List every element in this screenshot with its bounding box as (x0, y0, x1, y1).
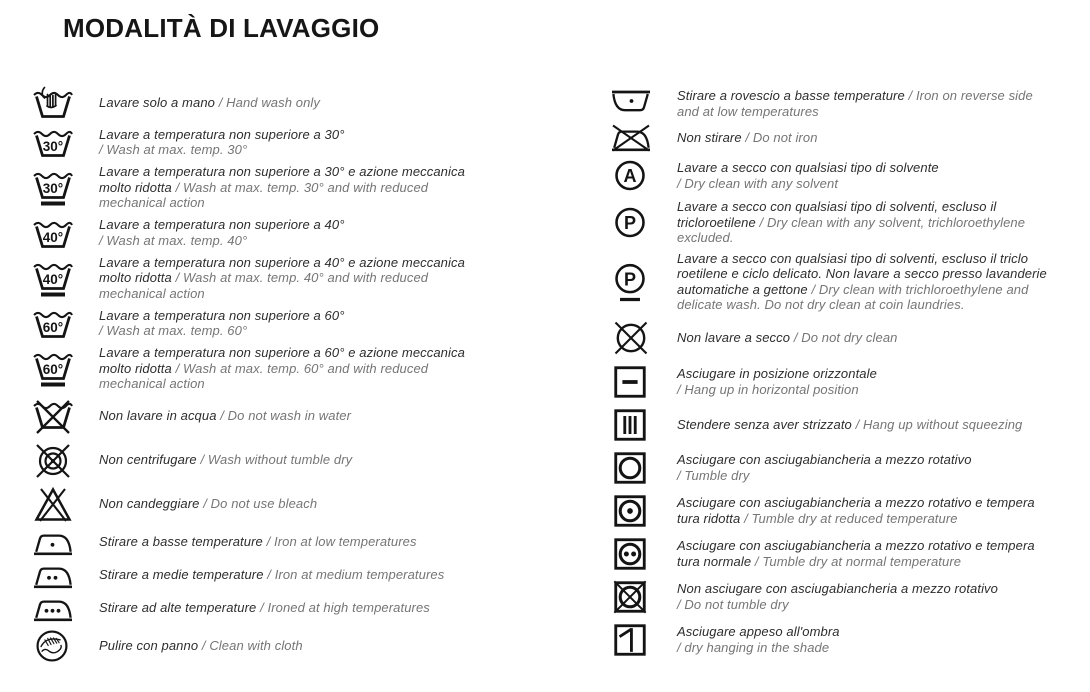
care-label (99, 217, 345, 248)
care-label (99, 452, 352, 468)
care-label (99, 567, 444, 583)
tumble-dry-icon (611, 449, 655, 487)
svg-text:P: P (623, 212, 637, 233)
label-italian: Non centrifugare (99, 451, 197, 467)
care-label (99, 534, 417, 550)
wash-30-reduced-icon (33, 167, 77, 207)
tumble-dry-reduced-icon (611, 492, 655, 530)
care-label (677, 160, 939, 191)
do-not-spin-icon (33, 440, 77, 480)
svg-text:A: A (623, 166, 637, 187)
care-row (33, 561, 491, 589)
care-label (677, 330, 898, 346)
label-english: / Ironed at high temperatures (260, 599, 430, 615)
do-not-bleach-icon (33, 485, 77, 523)
clean-with-cloth-icon (33, 627, 77, 665)
care-label (677, 130, 818, 146)
do-not-iron-icon (611, 124, 655, 152)
iron-low-temp-icon (33, 528, 77, 556)
label-italian: Lavare a temperatura non superiore a 30° (99, 126, 345, 142)
iron-reverse-low-temp-icon (611, 90, 655, 118)
label-italian: Lavare a secco con qualsiasi tipo di solvente (677, 160, 939, 175)
care-row (33, 216, 491, 250)
care-label (677, 581, 998, 612)
label-english: / Wash at max. temp. 60° (99, 323, 248, 338)
svg-text:30°: 30° (42, 139, 64, 154)
label-english: / Hand wash only (218, 95, 321, 111)
care-row (33, 164, 491, 211)
dry-in-shade-icon (611, 621, 655, 659)
care-label (99, 345, 491, 392)
wash-60-reduced-icon (33, 348, 77, 388)
care-label (99, 164, 491, 211)
care-row (611, 406, 1057, 444)
care-row (33, 306, 491, 340)
label-english: / Iron on reverse side and at low temperatures (677, 88, 1033, 119)
label-english: / Do not iron (745, 130, 818, 146)
label-italian: Lavare a temperatura non superiore a 40° (99, 217, 345, 232)
label-english: / Wash at max. temp. 40° and with reduced mechanical action (99, 270, 429, 301)
dry-clean-any-solvent-icon (611, 157, 655, 194)
care-label (677, 88, 1057, 119)
label-italian: Stirare a rovescio a basse temperature (677, 88, 905, 103)
care-label (99, 95, 320, 111)
label-english: / Wash at max. temp. 30° and with reduced mechanical action (99, 179, 429, 210)
care-row (611, 318, 1057, 358)
label-english: / Wash at max. temp. 60° and with reduced mechanical action (99, 360, 429, 391)
care-row (611, 578, 1057, 616)
care-row (33, 397, 491, 435)
label-english: / Tumble dry at normal temperature (754, 553, 962, 569)
svg-text:30°: 30° (42, 181, 64, 197)
care-row (33, 594, 491, 622)
label-italian: Pulire con panno (99, 637, 199, 653)
tumble-dry-normal-icon (611, 535, 655, 573)
care-column-left (33, 86, 491, 665)
care-row (611, 363, 1057, 401)
care-label (99, 308, 345, 339)
wash-30-icon (33, 125, 77, 159)
label-english: / Hang up in horizontal position (677, 381, 859, 397)
do-not-wash-icon (33, 397, 77, 435)
care-row (611, 157, 1057, 194)
dry-horizontal-icon (611, 363, 655, 401)
label-italian: Asciugare appeso all'ombra (677, 624, 840, 639)
care-label (677, 417, 1022, 433)
care-row (33, 125, 491, 159)
care-row (33, 627, 491, 665)
iron-medium-temp-icon (33, 561, 77, 589)
care-row (33, 528, 491, 556)
page-title: MODALITÀ DI LAVAGGIO (63, 13, 380, 43)
care-row (611, 124, 1057, 152)
label-english: / Iron at medium temperatures (267, 566, 445, 582)
label-english: / Do not wash in water (220, 407, 352, 423)
label-english: / Wash without tumble dry (200, 451, 353, 467)
label-italian: Stirare a medie temperature (99, 566, 264, 582)
care-row (611, 621, 1057, 659)
iron-high-temp-icon (33, 594, 77, 622)
care-label (677, 452, 972, 483)
label-italian: Non candeggiare (99, 495, 200, 511)
label-italian: Stirare a basse temperature (99, 533, 263, 549)
svg-text:P: P (623, 269, 637, 290)
wash-40-reduced-icon (33, 258, 77, 298)
care-label (99, 496, 317, 512)
hand-wash-icon (33, 86, 77, 120)
care-label (677, 495, 1057, 526)
label-italian: Lavare a secco con qualsiasi tipo di solventi, escluso il triclo roetilene e ciclo delicato. Non lavare a secco presso lavanderie automatiche a gettone (677, 250, 1047, 297)
label-italian: Lavare a temperatura non superiore a 30° e azione meccanica molto ridotta (99, 164, 465, 195)
care-label (677, 199, 1057, 246)
label-italian: Lavare a temperatura non superiore a 60° e azione meccanica molto ridotta (99, 345, 465, 376)
label-italian: Stirare ad alte temperature (99, 599, 257, 615)
svg-text:60°: 60° (42, 362, 64, 378)
label-english: / Dry clean with trichloroethylene and delicate wash. Do not dry clean at coin laundries. (677, 281, 1029, 312)
label-english: / Wash at max. temp. 40° (99, 232, 248, 248)
label-italian: Lavare solo a mano (99, 95, 215, 111)
label-english: / Iron at low temperatures (266, 533, 417, 549)
care-row (611, 492, 1057, 530)
do-not-dry-clean-icon (611, 318, 655, 358)
label-italian: Non lavare in acqua (99, 407, 217, 423)
label-english: / Do not dry clean (793, 329, 898, 345)
dry-clean-delicate-icon (611, 260, 655, 303)
label-italian: Lavare a secco con qualsiasi tipo di solventi, escluso il tricloroetilene (677, 199, 997, 230)
svg-text:40°: 40° (42, 229, 64, 245)
label-english: / Tumble dry at reduced temperature (744, 510, 958, 526)
label-italian: Non stirare (677, 130, 742, 146)
care-row (33, 485, 491, 523)
care-label (99, 127, 345, 158)
label-italian: Stendere senza aver strizzato (677, 416, 852, 432)
care-row (33, 86, 491, 120)
label-italian: Non asciugare con asciugabiancheria a mezzo rotativo (677, 581, 998, 596)
care-label (677, 251, 1057, 313)
label-italian: Non lavare a secco (677, 329, 791, 345)
dry-clean-no-trichloroethylene-icon (611, 204, 655, 241)
care-row (33, 345, 491, 392)
label-english: / Clean with cloth (201, 637, 303, 653)
label-english: / Tumble dry (677, 467, 750, 483)
label-english: / Hang up without squeezing (855, 416, 1023, 432)
label-english: / Dry clean with any solvent, trichloroethylene excluded. (677, 214, 1026, 245)
do-not-tumble-dry-icon (611, 578, 655, 616)
label-italian: Lavare a temperatura non superiore a 60° (99, 307, 345, 323)
label-english: / Do not tumble dry (677, 596, 789, 612)
hang-without-squeezing-icon (611, 406, 655, 444)
wash-40-icon (33, 216, 77, 250)
label-italian: Asciugare in posizione orizzontale (677, 366, 877, 381)
svg-text:60°: 60° (42, 320, 64, 335)
care-row (611, 535, 1057, 573)
care-label (677, 624, 840, 655)
care-row (611, 449, 1057, 487)
care-row (33, 440, 491, 480)
care-row (611, 199, 1057, 246)
care-row (611, 88, 1057, 119)
svg-text:40°: 40° (42, 271, 64, 287)
label-italian: Asciugare con asciugabiancheria a mezzo rotativo e tempera tura normale (677, 538, 1035, 569)
label-english: / dry hanging in the shade (677, 639, 830, 655)
care-label (677, 538, 1057, 569)
care-column-right (611, 88, 1057, 659)
care-row (33, 255, 491, 302)
label-italian: Asciugare con asciugabiancheria a mezzo rotativo e tempera tura ridotta (677, 495, 1035, 526)
care-row (611, 251, 1057, 313)
care-label (99, 600, 430, 616)
care-label (99, 255, 491, 302)
label-italian: Lavare a temperatura non superiore a 40° e azione meccanica molto ridotta (99, 254, 465, 285)
label-english: / Dry clean with any solvent (677, 175, 839, 191)
label-italian: Asciugare con asciugabiancheria a mezzo rotativo (677, 452, 972, 467)
label-english: / Wash at max. temp. 30° (99, 142, 248, 157)
care-label (99, 408, 351, 424)
wash-60-icon (33, 306, 77, 340)
care-label (99, 638, 303, 654)
care-label (677, 366, 877, 397)
label-english: / Do not use bleach (203, 495, 318, 511)
